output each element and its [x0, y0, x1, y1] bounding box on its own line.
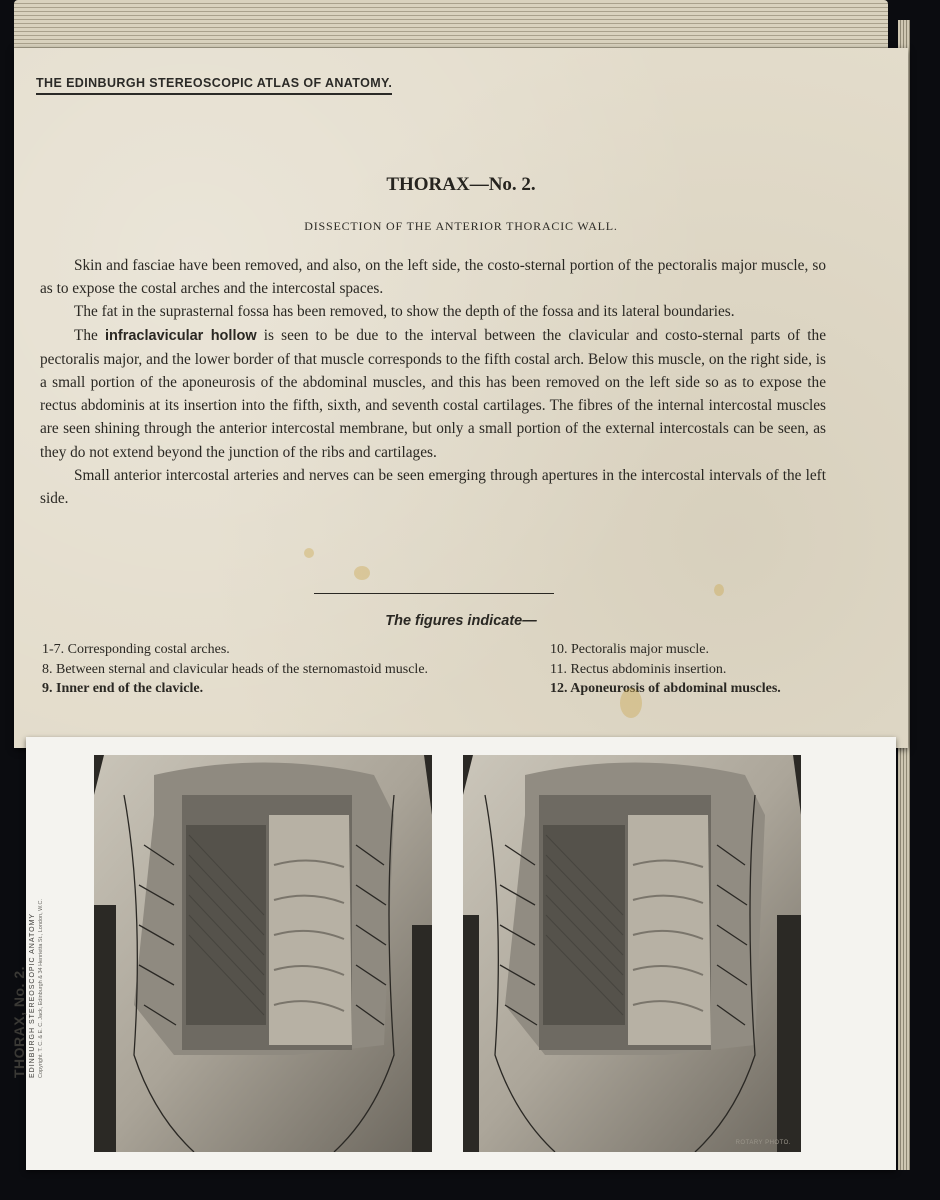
paper-stain: [354, 566, 370, 580]
legend-item: 1-7. Corresponding costal arches.: [42, 642, 230, 657]
caption-copyright: Copyright. T. C. & E. C. Jack, Edinburgh & 34 Henrietta St., London, W.C.: [38, 898, 44, 1078]
atlas-text-card: [14, 48, 908, 748]
legend-item: 9. Inner end of the clavicle.: [42, 681, 204, 696]
paper-stain: [620, 688, 642, 718]
stereo-photo-right: [463, 755, 801, 1152]
paragraph-4: Small anterior intercostal arteries and nerves can be seen emerging through apertures in the intercostal intervals of the left side.: [40, 466, 826, 508]
section-title: THORAX—No. 2.: [386, 174, 536, 195]
divider-rule: [314, 593, 554, 594]
stereo-photo-left: [94, 755, 432, 1152]
paragraph-3: [40, 324, 826, 464]
figure-legend-right: [550, 640, 781, 699]
section-subtitle: DISSECTION OF THE ANTERIOR THORACIC WALL.: [304, 219, 618, 233]
atlas-header: THE EDINBURGH STEREOSCOPIC ATLAS OF ANATOMY.: [36, 76, 392, 95]
caption-subtitle: EDINBURGH STEREOSCOPIC ANATOMY: [29, 912, 36, 1078]
paragraph-3-post: is seen to be due to the interval between the clavicular and costo-sternal parts of the pectoralis major, and the lower border of that muscle corresponds to the fifth costal arch. Below this muscle, on the right side, is a small portion of the aponeurosis of the abdominal muscles, and this has been removed on the left side so as to expose the rectus abdominis at its insertion into the fifth, sixth, and seventh costal cartilages. The fibres of the internal intercostal muscles are seen shining through the anterior intercostal membrane, but only a small portion of the external intercostals can be seen, as they do not extend beyond the junction of the ribs and cartilages.: [40, 326, 826, 461]
figures-heading: The figures indicate—: [385, 613, 537, 629]
paragraph-1: Skin and fasciae have been removed, and also, on the left side, the costo-sternal portion of the pectoralis major muscle, so as to expose the costal arches and the intercostal spaces.: [40, 257, 826, 298]
stereo-photo-card: [11, 737, 896, 1170]
paragraph-2: The fat in the suprasternal fossa has been removed, to show the depth of the fossa and its lateral boundaries.: [74, 303, 735, 321]
caption-title: THORAX, No. 2.: [11, 965, 27, 1078]
figure-legend-left: [42, 640, 428, 699]
thorax-dissection-image: [463, 755, 801, 1152]
legend-item: 8. Between sternal and clavicular heads of the sternomastoid muscle.: [42, 661, 429, 677]
paper-stain: [304, 548, 314, 558]
legend-item: 12. Aponeurosis of abdominal muscles.: [550, 681, 781, 696]
thorax-dissection-image: [94, 755, 432, 1152]
description-body: [40, 254, 826, 510]
paragraph-3-pre: The: [74, 326, 98, 344]
stereo-side-caption: [11, 818, 81, 1078]
photo-mark: ROTARY PHOTO.: [735, 1140, 791, 1146]
infraclavicular-term: infraclavicular hollow: [104, 327, 257, 344]
legend-item: 10. Pectoralis major muscle.: [550, 642, 710, 657]
paper-stain: [714, 584, 724, 596]
legend-item: 11. Rectus abdominis insertion.: [550, 661, 727, 677]
